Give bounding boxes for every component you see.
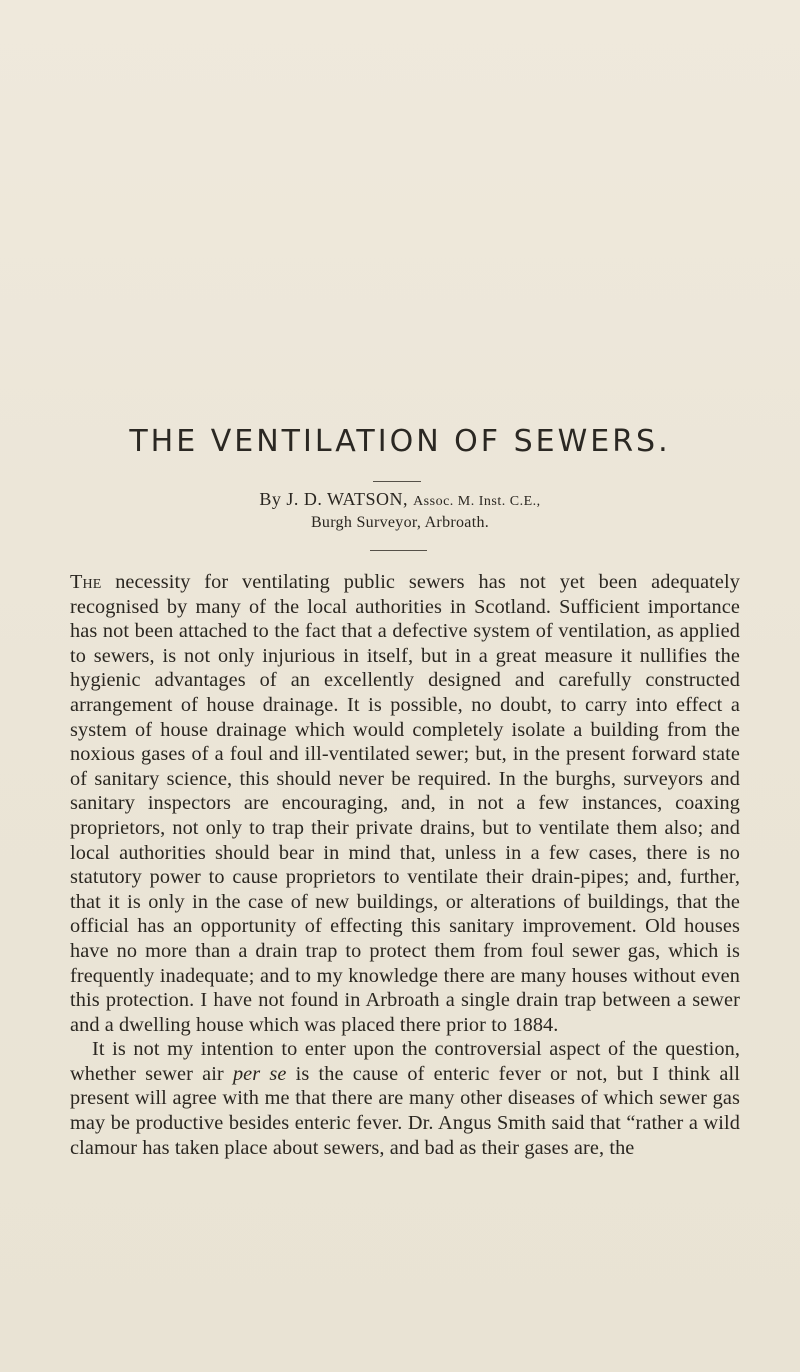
lead-word: The	[70, 571, 102, 593]
author-affiliation: Burgh Surveyor, Arbroath.	[310, 514, 490, 531]
paragraph-2-text-after: is the cause of enteric fever or not, but I think all present will agree with me that there are many other diseases of which sewer gas may be productive besides enteric fever. Dr. Angus Smith said that “rather a wild clamour has taken place about sewers, and bad as their gases are, the	[70, 1062, 740, 1159]
author-name: J. D. WATSON,	[286, 489, 409, 509]
byline-prefix: By	[259, 489, 282, 509]
paragraph-2	[70, 1037, 740, 1160]
article-body	[70, 570, 740, 1160]
paragraph-2-italic: per se	[232, 1062, 287, 1085]
paragraph-2-text-before: It is not my intention to enter upon the controversial aspect of the question, whether sewer air	[70, 1038, 740, 1085]
paragraph-1-text: necessity for ventilating public sewers has not yet been adequately recognised by many of the local authorities in Scotland. Sufficient importance has not been attached to the fact that a defective system of ventilation, as applied to sewers, is not only injurious in itself, but in a great measure it nullifies the hygienic advantages of an excellently designed and carefully constructed arrangement of house drainage. It is possible, no doubt, to carry into effect a system of house drainage which would completely isolate a building from the noxious gases of a foul and ill-ventilated sewer; but, in the present forward state of sanitary science, this should never be required. In the burghs, surveyors and sanitary inspectors are encouraging, and, in not a few instances, coaxing proprietors, not only to trap their private drains, but to ventilate them also; and local authorities should bear in mind that, unless in a few cases, there is no statutory power to cause proprietors to ventilate their drain-pipes; and, further, that it is only in the case of new buildings, or alterations of buildings, that the official has an opportunity of effecting this sanitary improvement. Old houses have no more than a drain trap to protect them from foul sewer gas, which is frequently inadequate; and to my knowledge there are many houses without even this protection. I have not found in Arbroath a single drain trap between a sewer and a dwelling house which was placed there prior to 1884.	[70, 571, 740, 1036]
author-credentials: Assoc. M. Inst. C.E.,	[413, 494, 541, 509]
page-title: THE VENTILATION OF SEWERS.	[129, 424, 671, 459]
byline-divider	[370, 550, 427, 551]
title-divider	[373, 481, 421, 482]
paragraph-1	[70, 570, 740, 1037]
byline	[0, 489, 800, 510]
